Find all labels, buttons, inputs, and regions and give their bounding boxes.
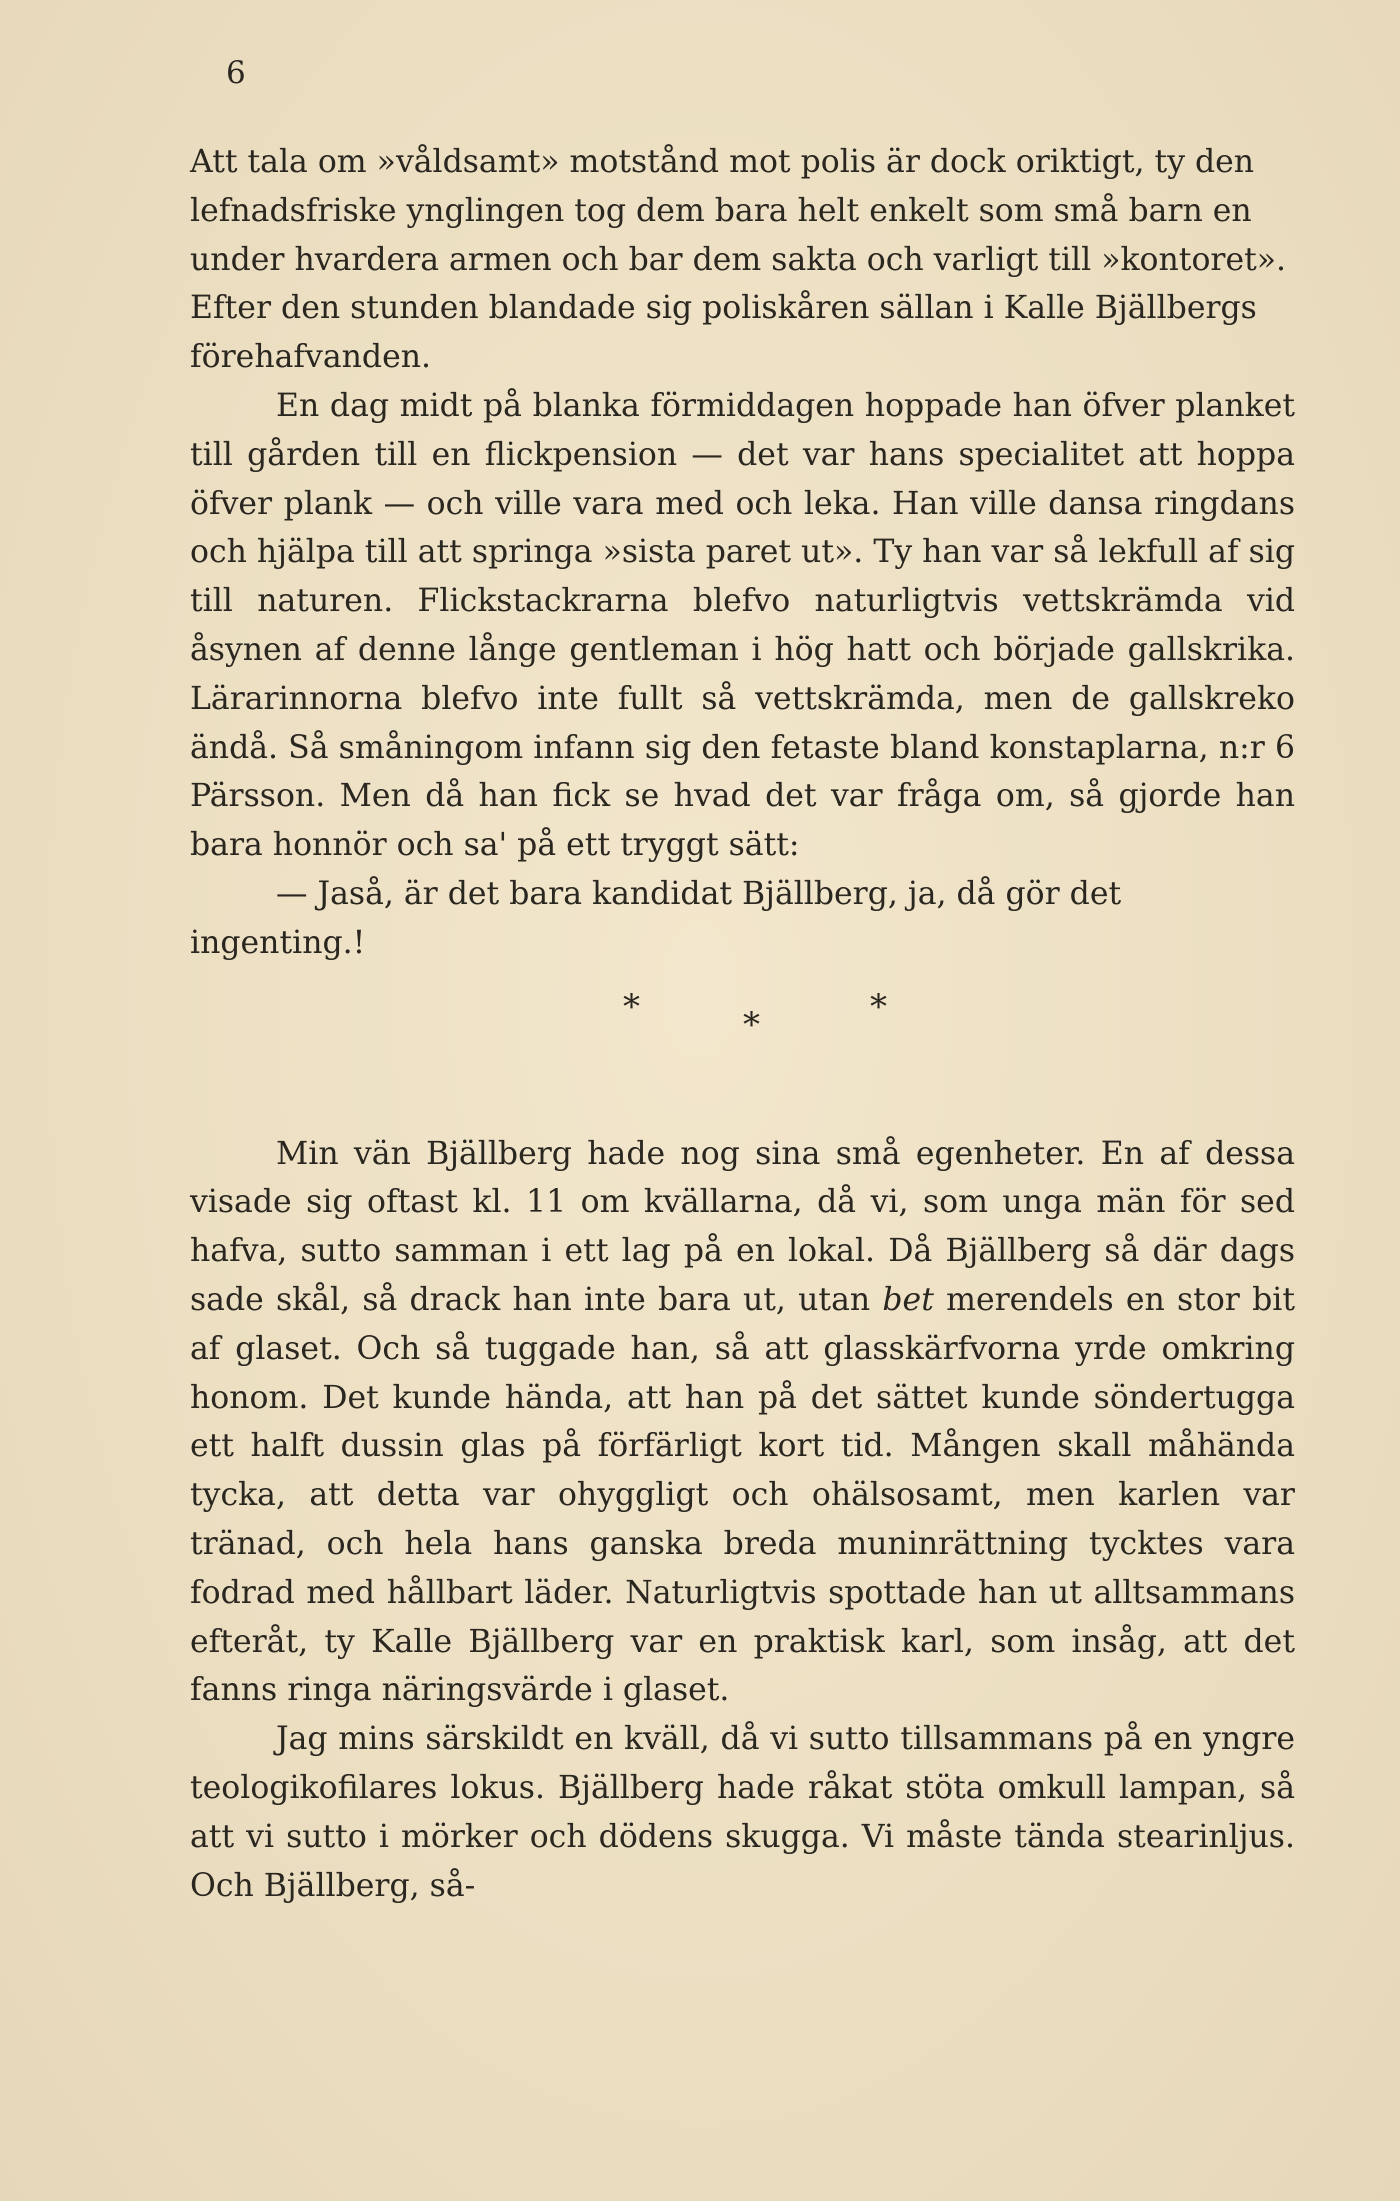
section-divider bbox=[190, 968, 1295, 1130]
paragraph-4-part-1: Min vän Bjällberg hade nog sina små egenheter. En af dessa visade sig oftast kl. 11 om kvällarna, då vi, som unga män för sed hafva, sutto samman i ett lag på en lokal. Då Bjällberg så där dags sade skål, så drack han inte bara ut, utan bbox=[190, 1135, 1295, 1318]
paragraph-3-dialogue: — Jaså, är det bara kandidat Bjällberg, ja, då gör det ingenting.! bbox=[190, 875, 1122, 961]
paragraph-1: Att tala om »våldsamt» motstånd mot polis är dock oriktigt, ty den lefnadsfriske ynglingen tog dem bara helt enkelt som små barn en under hvardera armen och bar dem sakta och varligt till »kontoret». Efter den stunden blandade sig poliskåren sällan i Kalle Bjällbergs förehafvanden. bbox=[190, 144, 1287, 376]
divider-star-right: * bbox=[870, 986, 887, 1027]
divider-star-left: * bbox=[623, 986, 640, 1027]
paragraph-5: Jag mins särskildt en kväll, då vi sutto tillsammans på en yngre teologikofilares lokus. Bjällberg hade råkat stöta omkull lampan, så att vi sutto i mörker och dödens skugga. Vi måste tända stearinljus. Och Bjällberg, så- bbox=[190, 1721, 1295, 1904]
paragraph-4-part-2: merendels en stor bit af glaset. Och så tuggade han, så att glasskärfvorna yrde omkring honom. Det kunde hända, att han på det sättet kunde söndertugga ett halft dussin glas på förfärligt kort tid. Mången skall måhända tycka, att detta var ohyggligt och ohälsosamt, men karlen var tränad, och hela hans ganska breda muninrättning tycktes vara fodrad med hållbart läder. Naturligtvis spottade han ut alltsammans efteråt, ty Kalle Bjällberg var en praktisk karl, som insåg, att det fanns ringa näringsvärde i glaset. bbox=[190, 1281, 1295, 1709]
paragraph-2: En dag midt på blanka förmiddagen hoppade han öfver planket till gården till en flickpension — det var hans specialitet att hoppa öfver plank — och ville vara med och leka. Han ville dansa ringdans och hjälpa till att springa »sista paret ut». Ty han var så lekfull af sig till naturen. Flickstackrarna blefvo naturligtvis vettskrämda vid åsynen af denne långe gentleman i hög hatt och började gallskrika. Lärarinnorna blefvo inte fullt så vettskrämda, men de gallskreko ändå. Så småningom infann sig den fetaste bland konstaplarna, n:r 6 Pärsson. Men då han fick se hvad det var fråga om, så gjorde han bara honnör och sa' på ett tryggt sätt: bbox=[190, 387, 1295, 864]
divider-star-middle: * bbox=[743, 1004, 760, 1045]
page-body bbox=[190, 138, 1295, 1910]
paragraph-4-emphasis: bet bbox=[882, 1281, 934, 1318]
page-number: 6 bbox=[226, 55, 246, 91]
paragraph-4 bbox=[190, 1130, 1295, 1716]
